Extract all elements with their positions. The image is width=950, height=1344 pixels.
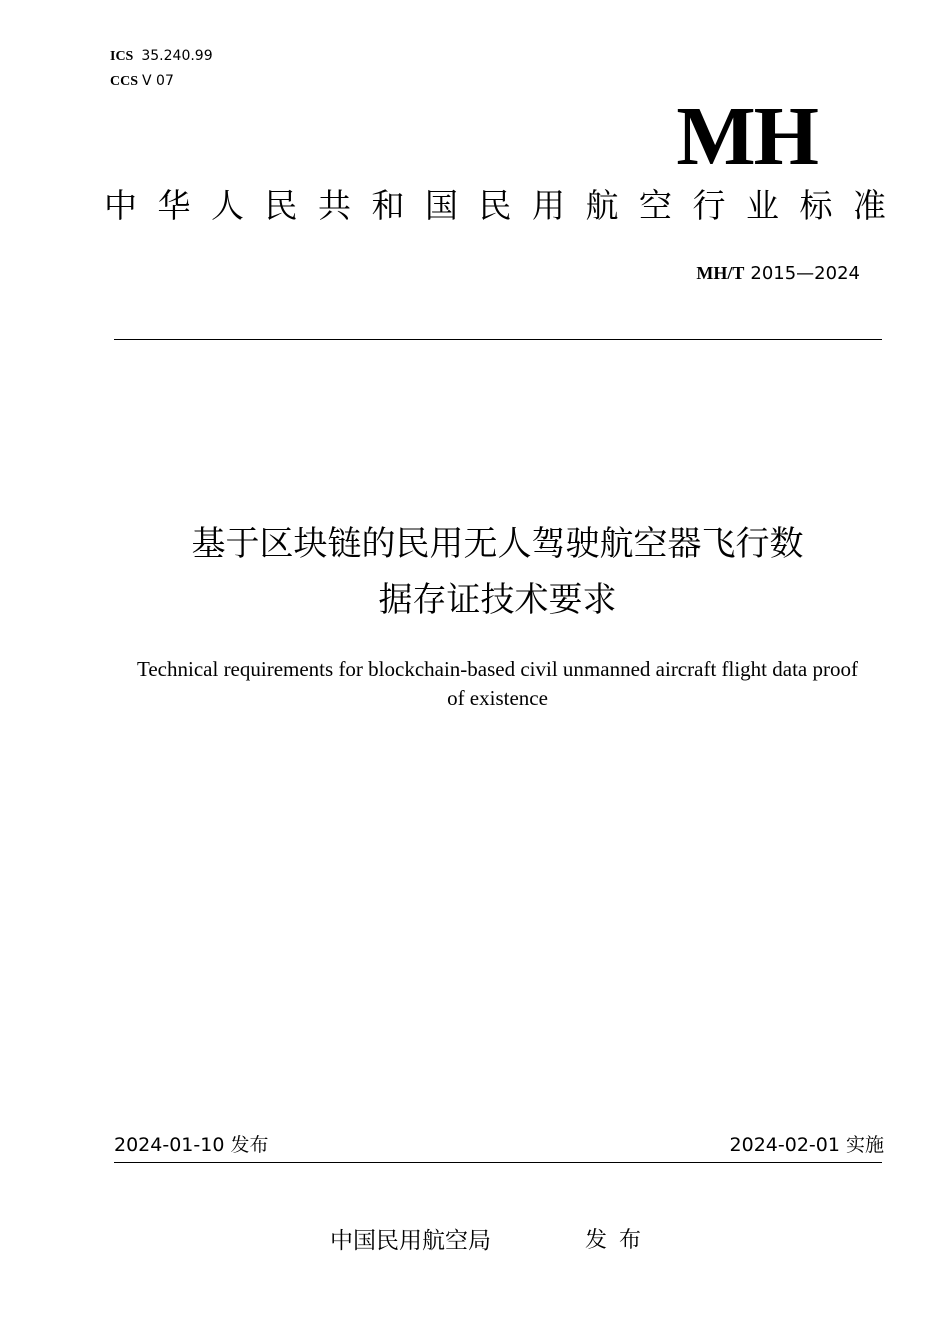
ics-classification	[110, 48, 213, 65]
issuing-authority: 中国民用航空局	[330, 1228, 491, 1254]
ics-value: 35.240.99	[141, 48, 213, 64]
document-title-cn-line2: 据存证技术要求	[378, 580, 617, 620]
ccs-label: CCS	[110, 74, 139, 89]
header-divider	[114, 339, 882, 340]
document-title-en-line1: Technical requirements for blockchain-based civil unmanned aircraft flight data proof	[137, 657, 858, 681]
document-title-en-line2: of existence	[447, 686, 548, 710]
ccs-value: V 07	[142, 73, 174, 89]
ics-label: ICS	[110, 49, 134, 64]
implementation-date: 2024-02-01 实施	[729, 1134, 884, 1156]
mh-standard-logo: MH	[676, 90, 817, 183]
issue-date: 2024-01-10 发布	[114, 1134, 269, 1156]
document-title-cn-line1: 基于区块链的民用无人驾驶航空器飞行数	[191, 524, 804, 564]
organization-title: 中华人民共和国民用航空行业标准	[104, 186, 907, 225]
standard-code: 2015—2024	[750, 263, 860, 284]
footer-divider	[114, 1162, 882, 1163]
issuing-action: 发布	[585, 1228, 654, 1253]
standard-prefix: MH/T	[696, 263, 745, 283]
standard-number	[696, 262, 860, 285]
ccs-classification	[110, 73, 174, 90]
